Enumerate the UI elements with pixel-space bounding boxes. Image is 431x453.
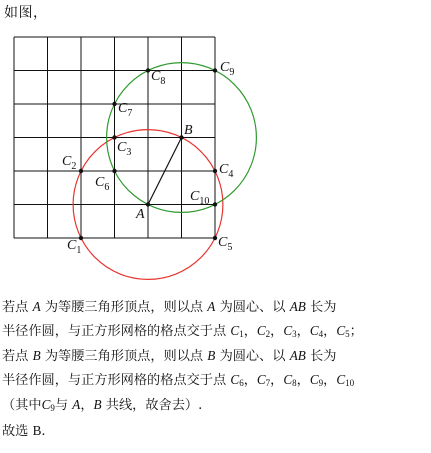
label-c3: $C_3$ (117, 140, 132, 158)
solution-line-4: 半径作圆，与正方形网格的格点交于点 C6，C7，C8，C9，C10 (2, 371, 355, 388)
label-c2: $C_2$ (62, 154, 77, 172)
label-c1: $C_1$ (67, 238, 82, 256)
label-c9: $C_9$ (220, 60, 235, 78)
solution-line-3: 若点 B 为等腰三角形顶点，则以点 B 为圆心、以 AB 长为 (2, 348, 337, 364)
label-a: A (136, 207, 145, 222)
label-c10: $C_{10}$ (190, 189, 210, 207)
label-c5: $C_5$ (218, 235, 233, 253)
label-c8: $C_8$ (151, 69, 166, 87)
solution-text (2, 296, 430, 443)
solution-line-6: 故选 B. (2, 422, 46, 439)
solution-line-5: （其中C9与 A，B 共线，故舍去）. (2, 397, 203, 413)
label-c6: $C_6$ (95, 175, 110, 193)
label-c4: $C_4$ (219, 162, 234, 180)
solution-line-1: 若点 A 为等腰三角形顶点，则以点 A 为圆心、以 AB 长为 (2, 299, 337, 315)
intro-text: 如图， (4, 5, 48, 21)
solution-line-2: 半径作圆，与正方形网格的格点交于点 C1，C2，C3，C4，C5； (2, 322, 363, 339)
label-c7: $C_7$ (118, 101, 133, 119)
label-b: B (184, 123, 193, 138)
